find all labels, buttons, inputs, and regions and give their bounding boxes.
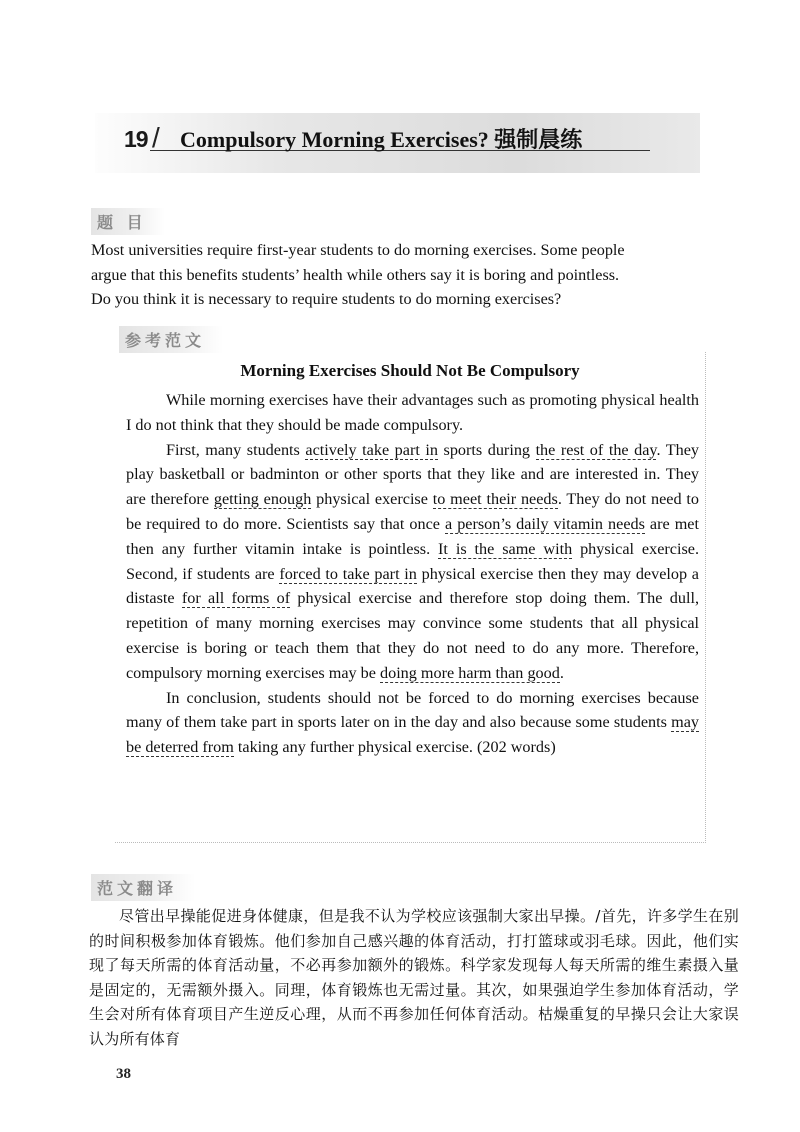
essay-text: physical exercise then they may develop a distaste [126, 564, 699, 608]
essay-paragraph-3 [126, 686, 699, 760]
topic-prompt [91, 238, 741, 312]
essay-paragraph-1: While morning exercises have their advantages such as promoting physical health I do not think that they should be made compulsory. [126, 391, 699, 434]
prompt-line: Do you think it is necessary to require students to do morning exercises? [91, 290, 562, 308]
essay-text: physical exercise and therefore stop doing them. The dull, repetition of many morning exercises may convince some students that all physical exercise is boring or teach them that they do not need to do any more. Therefore, compulsory morning exercises may be [126, 589, 700, 682]
page-number: 38 [116, 1066, 131, 1082]
prompt-line: Most universities require first-year students to do morning exercises. Some people [91, 241, 625, 259]
underlined-phrase: actively take part in [305, 440, 438, 459]
essay-text: physical exercise. Second, if students are [126, 539, 699, 583]
essay-body [126, 388, 699, 760]
essay-text: . They play basketball or badminton or other sports that they like and are interested in. They are therefore [126, 440, 700, 509]
chapter-slash: / [152, 122, 160, 153]
essay-text: sports during [437, 440, 536, 459]
essay-paragraph-2 [126, 438, 699, 686]
topic-label: 题 目 [91, 208, 165, 235]
model-essay-label: 参考范文 [119, 326, 223, 353]
essay-text: . [559, 663, 564, 682]
chapter-title: Compulsory Morning Exercises? 强制晨练 [180, 127, 583, 152]
prompt-line: argue that this benefits students’ health while others say it is boring and pointless. [91, 265, 620, 284]
essay-text: In conclusion, students should not be forced to do morning exercises because many of them take part in sports later on in the day and also because some students [126, 688, 699, 732]
underlined-phrase: forced to take part in [279, 564, 417, 583]
essay-text: are met then any further vitamin intake is pointless. [126, 514, 699, 558]
essay-title: Morning Exercises Should Not Be Compulsory [240, 361, 580, 380]
essay-text: . They do not need to be required to do more. Scientists say that once [126, 490, 700, 533]
underlined-phrase: getting enough [213, 490, 312, 509]
chapter-number: 19 [124, 126, 148, 152]
essay-text: First, many students [166, 440, 306, 459]
underlined-phrase: the rest of the day [535, 440, 657, 459]
underlined-phrase: for all forms of [181, 589, 291, 608]
underlined-phrase: It is the same with [438, 539, 573, 558]
underlined-phrase: may be deterred from [126, 713, 699, 757]
translation-text: 尽管出早操能促进身体健康，但是我不认为学校应该强制大家出早操。/首先，许多学生在别的时间积极参加体育锻炼。他们参加自己感兴趣的体育活动，打打篮球或羽毛球。因此，他们实现了每天所需的体育活动量，不必再参加额外的锻炼。科学家发现每人每天所需的维生素摄入量是固定的，无需额外摄入。同理，体育锻炼也无需过量。其次，如果强迫学生参加体育活动，学生会对所有体育项目产生逆反心理，从而不再参加任何体育活动。枯燥重复的早操只会让大家误认为所有体育 [89, 907, 739, 1048]
essay-text: taking any further physical exercise. (202 words) [233, 738, 556, 757]
underlined-phrase: doing more harm than good [380, 663, 560, 682]
essay-text: physical exercise [311, 490, 433, 509]
underlined-phrase: a person’s daily vitamin needs [444, 514, 645, 533]
underlined-phrase: to meet their needs [432, 490, 558, 509]
translation-label: 范文翻译 [91, 874, 195, 901]
